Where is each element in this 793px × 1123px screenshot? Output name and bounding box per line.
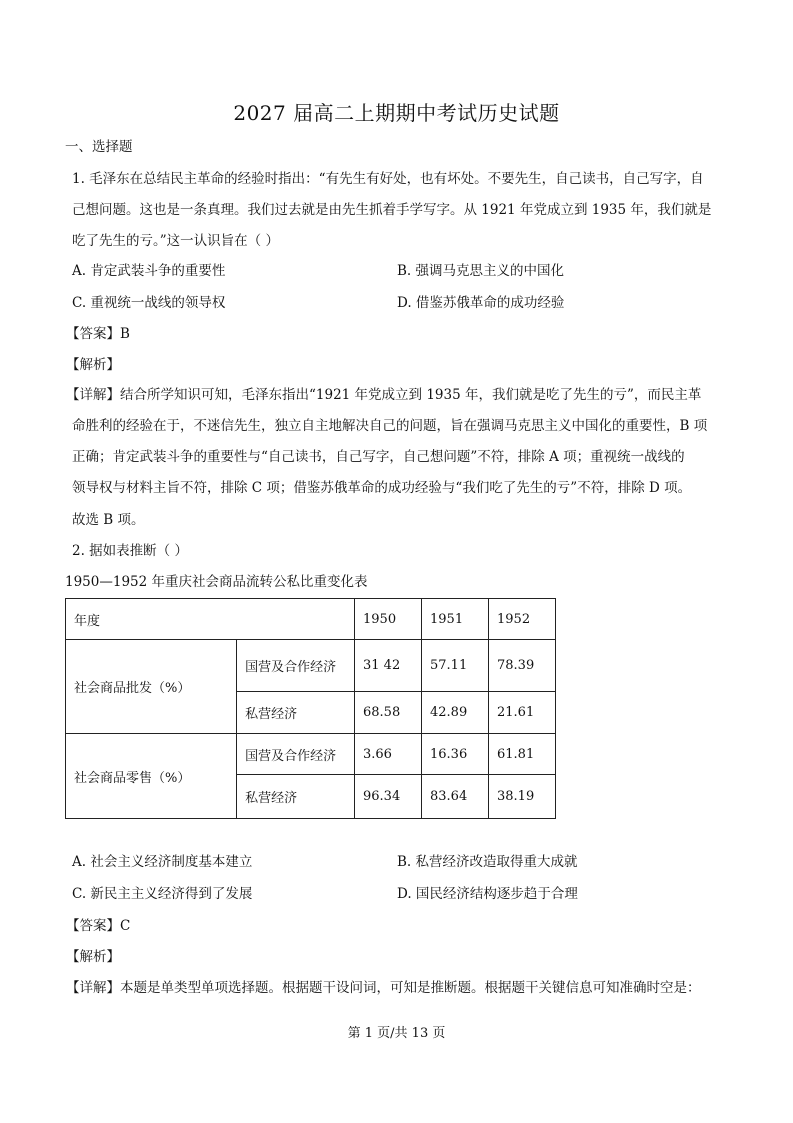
q2-option-c: C. 新民主主义经济得到了发展 — [72, 886, 253, 902]
table-header-row — [66, 599, 556, 640]
section-heading: 一、选择题 — [65, 139, 133, 155]
table-sector: 国营及合作经济 — [237, 734, 355, 775]
table-cell: 78.39 — [489, 640, 556, 692]
table-header-year: 1950 — [355, 599, 422, 640]
table-cell: 16.36 — [422, 734, 489, 775]
q2-option-a: A. 社会主义经济制度基本建立 — [72, 854, 253, 870]
table-cell: 83.64 — [422, 775, 489, 819]
table-sector: 国营及合作经济 — [237, 640, 355, 692]
q1-option-b: B. 强调马克思主义的中国化 — [397, 263, 565, 279]
table-cell: 31 42 — [355, 640, 422, 692]
table-caption: 1950—1952 年重庆社会商品流转公私比重变化表 — [65, 574, 368, 590]
page-title: 2027 届高二上期期中考试历史试题 — [233, 101, 560, 125]
table-cell: 61.81 — [489, 734, 556, 775]
q2-option-b: B. 私营经济改造取得重大成就 — [397, 854, 578, 870]
table-row — [66, 734, 556, 775]
q2-option-d: D. 国民经济结构逐步趋于合理 — [397, 886, 578, 902]
q1-option-d: D. 借鉴苏俄革命的成功经验 — [397, 295, 565, 311]
q1-stem-line: 己想问题。这也是一条真理。我们过去就是由先生抓着手学写字。从 1921 年党成立到 1935 年，我们就是 — [72, 202, 712, 218]
q1-detail-line: 领导权与材料主旨不符，排除 C 项；借鉴苏俄革命的成功经验与“我们吃了先生的亏”不符，排除 D 项。 — [72, 480, 692, 496]
table-cell: 42.89 — [422, 692, 489, 734]
table-sector: 私营经济 — [237, 692, 355, 734]
q1-detail-line: 故选 B 项。 — [72, 512, 145, 528]
q1-option-a: A. 肯定武装斗争的重要性 — [72, 263, 226, 279]
table-group-name: 社会商品零售（%） — [66, 734, 237, 819]
q2-answer: 【答案】C — [66, 918, 131, 934]
table-sector: 私营经济 — [237, 775, 355, 819]
table-cell: 38.19 — [489, 775, 556, 819]
q2-detail-line: 【详解】本题是单类型单项选择题。根据题干设问词，可知是推断题。根据题干关键信息可知准确时空是： — [66, 980, 701, 996]
q1-option-c: C. 重视统一战线的领导权 — [72, 295, 226, 311]
table-cell: 57.11 — [422, 640, 489, 692]
page-footer: 第 1 页/共 13 页 — [347, 1026, 446, 1041]
q1-stem-line: 1. 毛泽东在总结民主革命的经验时指出：“有先生有好处，也有坏处。不要先生，自己读书，自己写字，自 — [72, 171, 704, 187]
table-cell: 3.66 — [355, 734, 422, 775]
q1-detail-line: 命胜利的经验在于，不迷信先生，独立自主地解决自己的问题，旨在强调马克思主义中国化的重要性，B 项 — [72, 418, 708, 434]
table-cell: 96.34 — [355, 775, 422, 819]
q1-answer: 【答案】B — [66, 326, 130, 342]
table-header-label: 年度 — [66, 599, 355, 640]
table-header-year: 1951 — [422, 599, 489, 640]
q2-stem: 2. 据如表推断（ ） — [72, 543, 188, 559]
table-cell: 21.61 — [489, 692, 556, 734]
q1-detail-line: 【详解】结合所学知识可知，毛泽东指出“1921 年党成立到 1935 年，我们就是吃了先生的亏”，而民主革 — [66, 387, 702, 403]
q1-detail-line: 正确；肯定武装斗争的重要性与“自己读书，自己写字，自己想问题”不符，排除 A 项；重视统一战线的 — [72, 449, 685, 465]
q1-analysis-label: 【解析】 — [66, 357, 120, 373]
table-cell: 68.58 — [355, 692, 422, 734]
table-row — [66, 640, 556, 692]
q2-analysis-label: 【解析】 — [66, 949, 120, 965]
table-group-name: 社会商品批发（%） — [66, 640, 237, 734]
table-header-year: 1952 — [489, 599, 556, 640]
q1-stem-line: 吃了先生的亏。”这一认识旨在（ ） — [72, 233, 279, 249]
data-table — [65, 598, 556, 819]
